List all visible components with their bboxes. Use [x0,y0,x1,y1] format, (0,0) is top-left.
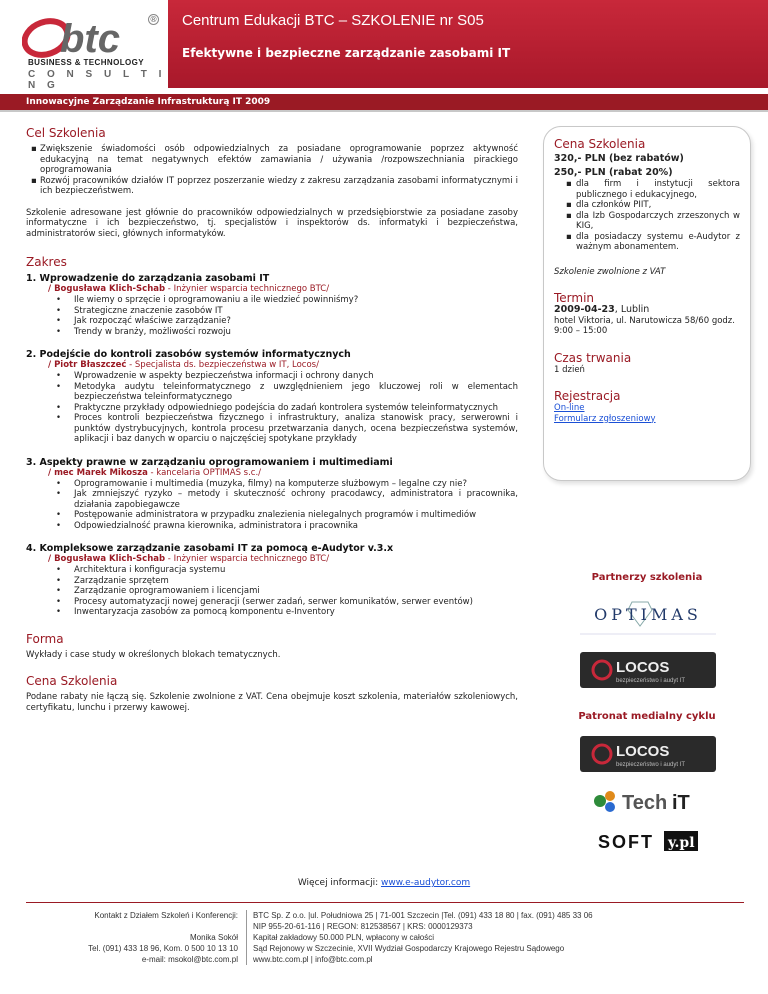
section-heading-zakres: Zakres [26,255,67,269]
brand-logo [0,0,168,91]
series-title: Innowacyjne Zarządzanie Infrastrukturą IT 2009 [26,97,271,107]
section-heading-cel: Cel Szkolenia [26,126,106,140]
brand-tagline: BUSINESS & TECHNOLOGY [28,58,144,67]
optimas-logo [580,596,716,636]
footer-divider [26,902,744,903]
svg-text:iT: iT [672,792,690,814]
svg-text:LOCOS: LOCOS [616,743,670,760]
list-item: • Jak rozpocząć właściwe zarządzanie? [74,316,518,327]
softy-logo [598,828,708,854]
duration-value: 1 dzień [554,364,585,375]
series-band [0,94,768,112]
item-points [26,295,518,337]
registration-form-link[interactable]: Formularz zgłoszeniowy [554,413,656,424]
list-item: ▪ dla Izb Gospodarczych zrzeszonych w KIG, [576,211,740,232]
item-points [26,479,518,532]
term-place: hotel Viktoria, ul. Narutowicza 58/60 godz. 9:00 – 15:00 [554,315,735,336]
list-item: • Odpowiedzialność prawna kierownika, administratora i pracownika [74,521,518,532]
price-full: 320,- PLN (bez rabatów) [554,153,684,164]
svg-text:bezpieczeństwo i audyt IT: bezpieczeństwo i audyt IT [616,762,686,768]
registered-mark: ® [149,15,158,24]
speaker-line: / Bogusława Klich-Schab - Inżynier wsparcia technicznego BTC/ [48,284,330,294]
media-patron-heading: Patronat medialny cyklu [578,711,716,722]
price-discount: 250,- PLN (rabat 20%) [554,167,673,178]
online-registration-link[interactable]: On-line [554,403,585,413]
footer-contact: Kontakt z Działem Szkoleń i Konferencji: Monika Sokół Tel. (091) 433 18 96, Kom. 0 500 10 13 10 e-mail: msokol@btc.com.pl [88,911,238,964]
zakres-item-2 [26,349,518,445]
list-item: ▪ Zwiększenie świadomości osób odpowiedzialnych za posiadane oprogramowanie poprzez aktywność edukacyjną na temat negatywnych efektów zamawiania / używania /rozpowszechniania pirackiego oprogramowania [40,144,518,176]
item-title: 1. Wprowadzenie do zarządzania zasobami IT [26,273,270,284]
cel-list [26,144,518,197]
list-item: • Jak zmniejszyć ryzyko – metody i skuteczność ochrony pracodawcy, administratora i pracownika, działania zapobiegawcze [74,489,518,510]
list-item: • Wprowadzenie w aspekty bezpieczeństwa informacji i ochrony danych [74,371,518,382]
more-info: Więcej informacji: www.e-audytor.com [297,878,471,888]
list-item: • Architektura i konfiguracja systemu [74,565,518,576]
duration-heading: Czas trwania [554,350,632,365]
footer-company: BTC Sp. Z o.o. |ul. Południowa 25 | 71-001 Szczecin |Tel. (091) 433 18 80 | fax. (091) 485 33 06 NIP 955-20-61-116 | REGON: 812538567 | KRS: 0000129373 Kapitał zakładowy 50.000 PLN, wpłacony w całości Sąd Rejonowy w Szczecinie, XVII Wydział Gospodarczy Krajowego Rejestru Sądowego www.btc.com.pl | info@btc.com.pl [246,910,746,965]
zakres-item-1 [26,273,518,337]
svg-text:SOFT: SOFT [598,832,654,852]
svg-text:btc: btc [60,17,120,58]
list-item: • Proces kontroli bezpieczeństwa fizycznego i infrastruktury, analiza stanowisk pracy, serwerowni i punktów dystrybucyjnych, kontrola procesu przetwarzania danych, ocena bezpieczeństwa systemów, aplikacji i baz danych w oparciu o najczęściej spotykane przykłady [74,413,518,445]
speaker-line: / mec Marek Mikosza - kancelaria OPTIMAS s.c./ [48,467,262,478]
svg-text:OPTIMAS: OPTIMAS [594,605,702,624]
list-item: • Strategiczne znaczenie zasobów IT [74,306,518,317]
item-title: 3. Aspekty prawne w zarządzaniu oprogramowaniem i multimediami [26,456,393,468]
item-title: 2. Podejście do kontroli zasobów systemów informatycznych [26,349,351,360]
page-title: Centrum Edukacji BTC – SZKOLENIE nr S05 [182,12,484,29]
term-date-line: 2009-04-23, Lublin [554,304,650,315]
list-item: • Ile wiemy o sprzęcie i oprogramowaniu a ile wiedzieć powinniśmy? [74,295,518,306]
svg-text:y.pl: y.pl [668,835,695,851]
list-item: • Inwentaryzacja zasobów za pomocą komponentu e-Inventory [74,607,518,618]
locos-logo [580,652,716,688]
list-item: • Zarządzanie oprogramowaniem i licencjami [74,586,518,597]
partners-heading: Partnerzy szkolenia [591,572,703,583]
zakres-item-4 [26,543,518,618]
audience-paragraph: Szkolenie adresowane jest głównie do pracowników odpowiedzialnych w przedsiębiorstwie za posiadane zasoby informatyczne i ich bezpieczeństwo, tj. specjalistów i inspektorów ds. informatyki i bezpieczeństwa, administratorów sieci, głównych informatyków. [26,207,518,239]
list-item: • Zarządzanie sprzętem [74,576,518,587]
list-item: • Trendy w branży, możliwości rozwoju [74,327,518,338]
cena-text: Podane rabaty nie łączą się. Szkolenie zwolnione z VAT. Cena obejmuje koszt szkolenia, materiałów szkoleniowych, certyfikatu, lunchu i przerwy kawowej. [26,692,518,713]
list-item: • Procesy automatyzacji nowej generacji (serwer zadań, serwer komunikatów, serwer eventów) [74,597,518,608]
locos-media-logo [580,736,716,772]
list-item: • Praktyczne przykłady odpowiedniego podejścia do zadań kontrolera systemów teleinformatycznych [74,403,518,414]
header-banner [168,0,768,88]
price-heading: Cena Szkolenia [554,137,646,151]
item-title: 4. Kompleksowe zarządzanie zasobami IT za pomocą e-Audytor v.3.x [26,543,394,554]
list-item: ▪ dla posiadaczy systemu e-Audytor z ważnym abonamentem. [576,232,740,253]
svg-text:Tech: Tech [622,792,668,814]
list-item: ▪ Rozwój pracowników działów IT poprzez poszerzanie wiedzy z zakresu zarządzania zasobami informatycznymi i ich bezpieczeństwem. [40,176,518,197]
svg-text:LOCOS: LOCOS [616,659,670,676]
btc-logo-icon [22,14,152,58]
list-item: • Oprogramowanie i multimedia (muzyka, filmy) na komputerze służbowym – legalne czy nie? [74,479,518,490]
section-heading-cena: Cena Szkolenia [26,674,118,688]
list-item: ▪ dla firm i instytucji sektora publicznego i edukacyjnego, [576,179,740,200]
main-content [26,126,518,713]
list-item: • Postępowanie administratora w przypadku znalezienia nielegalnych programów i multimediów [74,510,518,521]
item-points [26,565,518,618]
page-subtitle: Efektywne i bezpieczne zarządzanie zasobami IT [182,46,511,60]
list-item: ▪ dla członków PIIT, [576,200,740,211]
website-link[interactable]: www.e-audytor.com [380,878,471,888]
item-points [26,371,518,445]
discount-list [554,179,740,253]
speaker-line: / Piotr Błaszczeć - Specjalista ds. bezpieczeństwa w IT, Locos/ [48,360,319,370]
registration-heading: Rejestracja [554,389,621,403]
section-heading-forma: Forma [26,631,64,646]
term-heading: Termin [554,291,595,305]
brand-consulting: C O N S U L T I N G [28,69,166,91]
speaker-line: / Bogusława Klich-Schab - Inżynier wsparcia technicznego BTC/ [48,554,330,564]
info-sidebar [543,126,751,481]
list-item: • Metodyka audytu teleinformatycznego z uwzględnieniem jego kluczowej roli w elementach bezpieczeństwa teleinformatycznego [74,382,518,403]
vat-note: Szkolenie zwolnione z VAT [554,266,666,277]
zakres-item-3 [26,457,518,532]
svg-text:bezpieczeństwo i audyt IT: bezpieczeństwo i audyt IT [616,678,686,684]
forma-text: Wykłady i case study w określonych blokach tematycznych. [26,649,281,660]
techit-logo [590,786,710,816]
